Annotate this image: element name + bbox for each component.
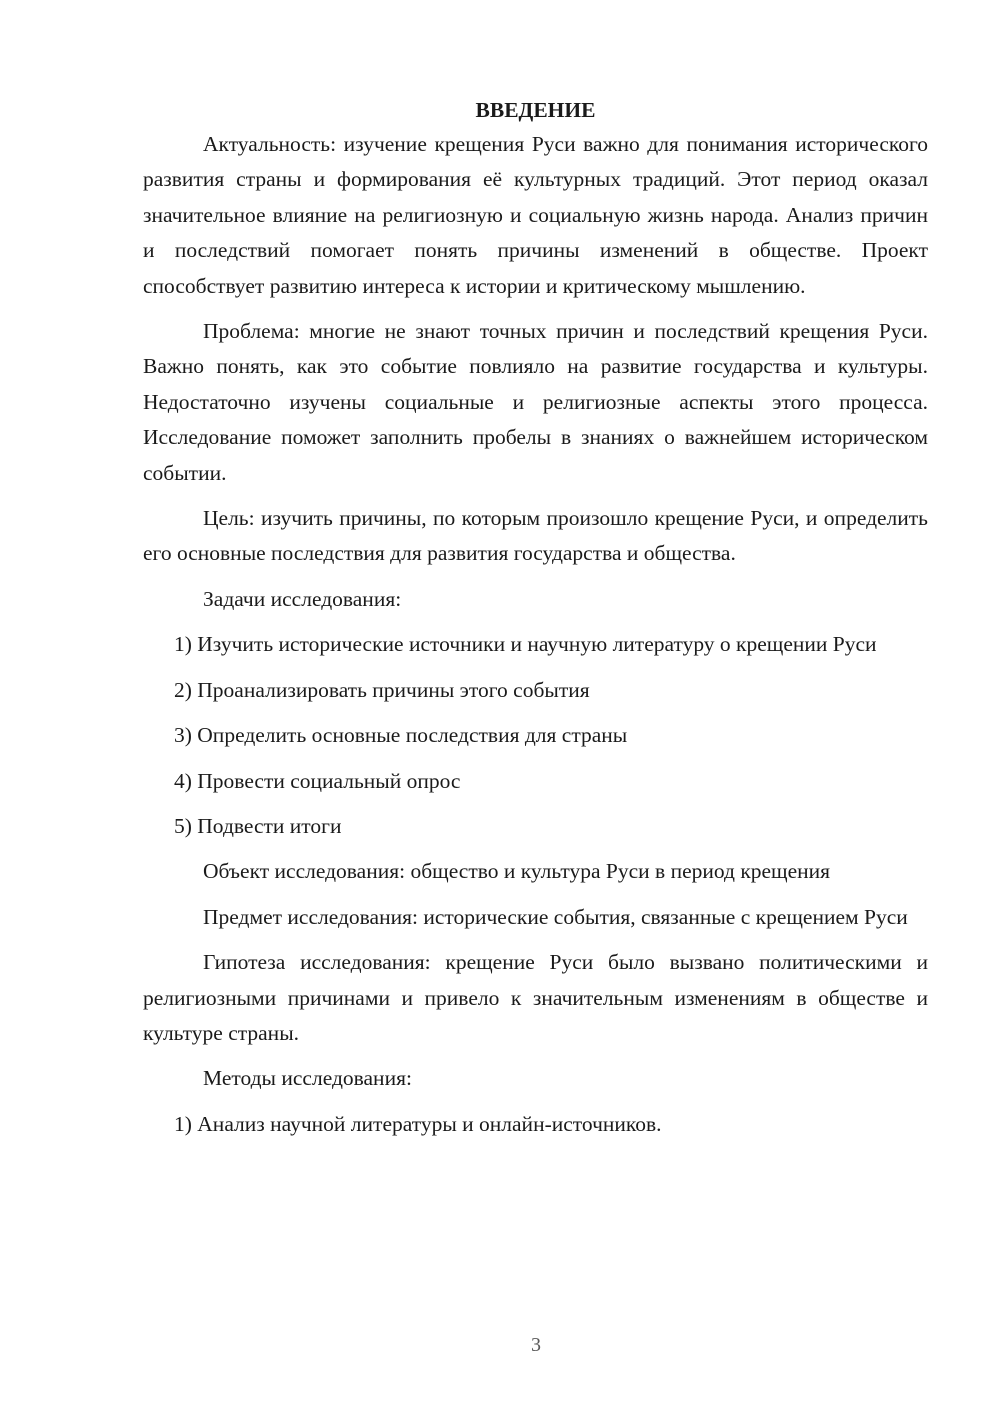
page-number: 3 (531, 1334, 541, 1356)
actuality-paragraph: Актуальность: изучение крещения Руси важно для понимания исторического развития страны и формирования её культурных традиций. Этот период оказал значительное влияние на религиозную и социальную жизнь народа. Анализ причин и последствий помогает понять причины изменений в обществе. Проект способствует развитию интереса к истории и критическому мышлению. (143, 132, 928, 298)
object-paragraph: Объект исследования: общество и культура Руси в период крещения (203, 859, 831, 884)
task-item-5: 5) Подвести итоги (174, 813, 342, 838)
subject-paragraph: Предмет исследования: исторические события, связанные с крещением Руси (203, 904, 908, 929)
goal-paragraph: Цель: изучить причины, по которым произошло крещение Руси, и определить его основные последствия для развития государства и общества. (143, 506, 928, 566)
task-item-1: 1) Изучить исторические источники и научную литературу о крещении Руси (174, 632, 877, 657)
hypothesis-paragraph: Гипотеза исследования: крещение Руси было вызвано политическими и религиозными причинами и привело к значительным изменениям в обществе и культуре страны. (143, 950, 928, 1045)
method-item-1: 1) Анализ научной литературы и онлайн-источников. (174, 1111, 662, 1136)
task-item-4: 4) Провести социальный опрос (174, 768, 461, 793)
section-title: ВВЕДЕНИЕ (475, 98, 596, 122)
task-item-2: 2) Проанализировать причины этого события (174, 677, 590, 702)
document-page (143, 95, 928, 1152)
problem-paragraph: Проблема: многие не знают точных причин и последствий крещения Руси. Важно понять, как это событие повлияло на развитие государства и культуры. Недостаточно изучены социальные и религиозные аспекты этого процесса. Исследование поможет заполнить пробелы в знаниях о важнейшем историческом событии. (143, 319, 928, 485)
task-item-3: 3) Определить основные последствия для страны (174, 723, 628, 748)
methods-heading: Методы исследования: (203, 1066, 412, 1091)
tasks-heading: Задачи исследования: (203, 586, 402, 611)
